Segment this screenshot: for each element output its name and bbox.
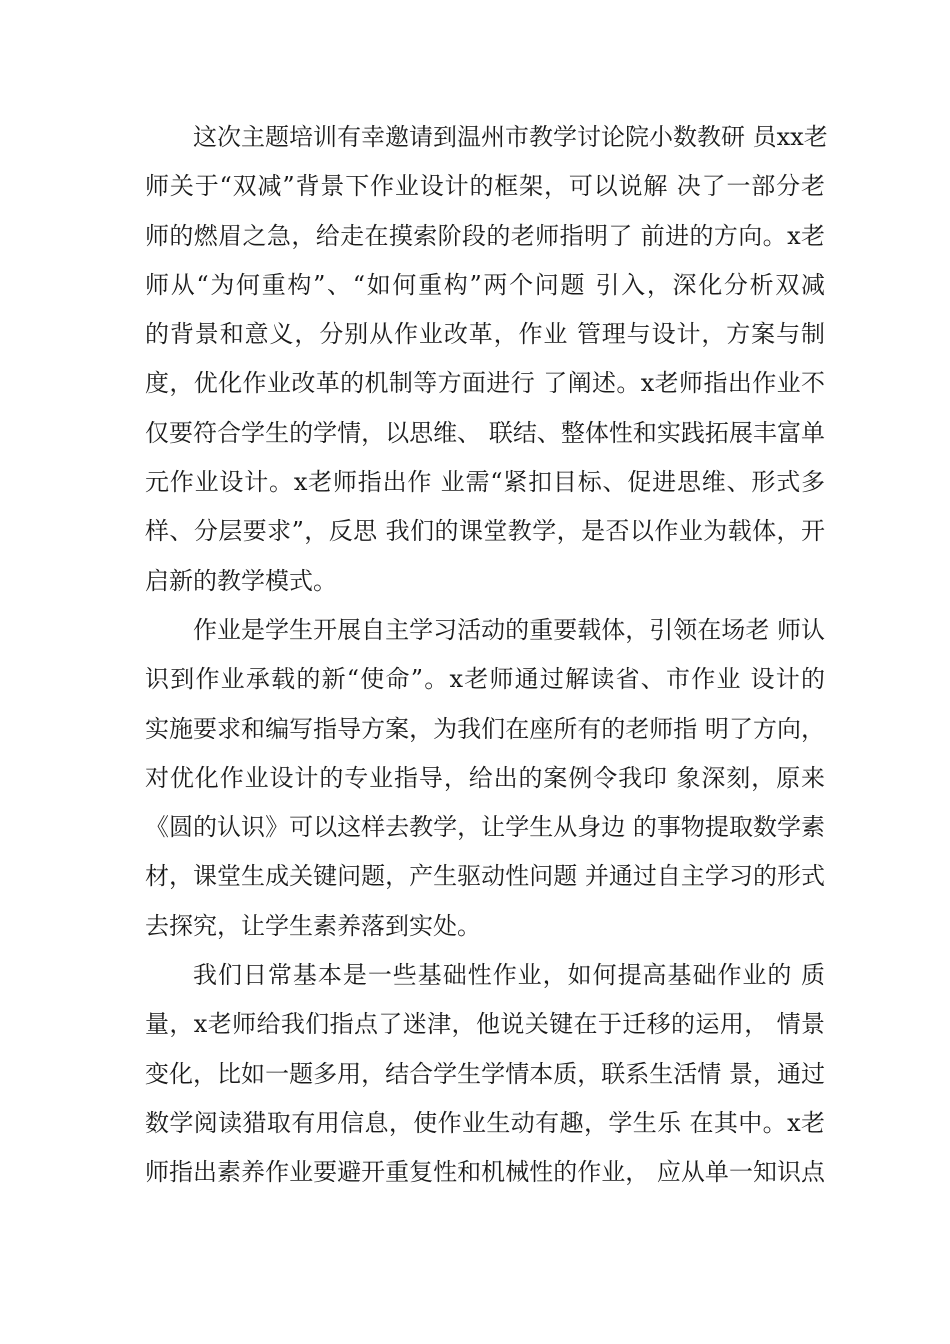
paragraph-line: 样、分层要求”，反思 我们的课堂教学，是否以作业为载体，开 bbox=[145, 517, 825, 546]
paragraph-line: 我们日常基本是一些基础性作业，如何提高基础作业的 质 bbox=[193, 961, 825, 990]
paragraph-line: 的背景和意义，分别从作业改革，作业 管理与设计，方案与制 bbox=[145, 320, 825, 349]
paragraph-line: 对优化作业设计的专业指导，给出的案例令我印 象深刻，原来 bbox=[145, 763, 825, 792]
paragraph-line: 去探究，让学生素养落到实处。 bbox=[145, 911, 481, 940]
document-body bbox=[145, 113, 828, 1198]
paragraph-line: 量，x老师给我们指点了迷津，他说关键在于迁移的运用， 情景 bbox=[145, 1010, 825, 1039]
paragraph-line: 师的燃眉之急，给走在摸索阶段的老师指明了 前进的方向。x老 bbox=[145, 221, 825, 250]
paragraph-line: 数学阅读猎取有用信息，使作业生动有趣，学生乐 在其中。x老 bbox=[145, 1108, 825, 1137]
paragraph-line: 变化，比如一题多用，结合学生学情本质，联系生活情 景，通过 bbox=[145, 1059, 825, 1088]
paragraph-2 bbox=[145, 606, 825, 951]
paragraph-line: 师从“为何重构”、“如何重构”两个问题 引入，深化分析双减 bbox=[145, 270, 825, 299]
paragraph-line: 识到作业承载的新“使命”。x老师通过解读省、市作业 设计的 bbox=[145, 665, 825, 694]
paragraph-line: 师关于“双减”背景下作业设计的框架，可以说解 决了一部分老 bbox=[145, 172, 825, 201]
paragraph-line: 师指出素养作业要避开重复性和机械性的作业， 应从单一知识点 bbox=[145, 1158, 825, 1187]
paragraph-line: 《圆的认识》可以这样去教学，让学生从身边 的事物提取数学素 bbox=[145, 813, 825, 842]
paragraph-line: 材，课堂生成关键问题，产生驱动性问题 并通过自主学习的形式 bbox=[145, 862, 825, 891]
paragraph-line: 度，优化作业改革的机制等方面进行 了阐述。x老师指出作业不 bbox=[145, 369, 825, 398]
paragraph-3 bbox=[145, 951, 825, 1197]
paragraph-line: 这次主题培训有幸邀请到温州市教学讨论院小数教研 员xx老 bbox=[193, 123, 828, 151]
paragraph-line: 元作业设计。x老师指出作 业需“紧扣目标、促进思维、形式多 bbox=[145, 468, 825, 497]
paragraph-line: 实施要求和编写指导方案，为我们在座所有的老师指 明了方向， bbox=[145, 714, 825, 743]
paragraph-line: 启新的教学模式。 bbox=[145, 566, 337, 595]
paragraph-line: 仅要符合学生的学情，以思维、 联结、整体性和实践拓展丰富单 bbox=[145, 418, 825, 447]
paragraph-line: 作业是学生开展自主学习活动的重要载体，引领在场老 师认 bbox=[193, 615, 825, 644]
paragraph-1 bbox=[145, 113, 828, 606]
